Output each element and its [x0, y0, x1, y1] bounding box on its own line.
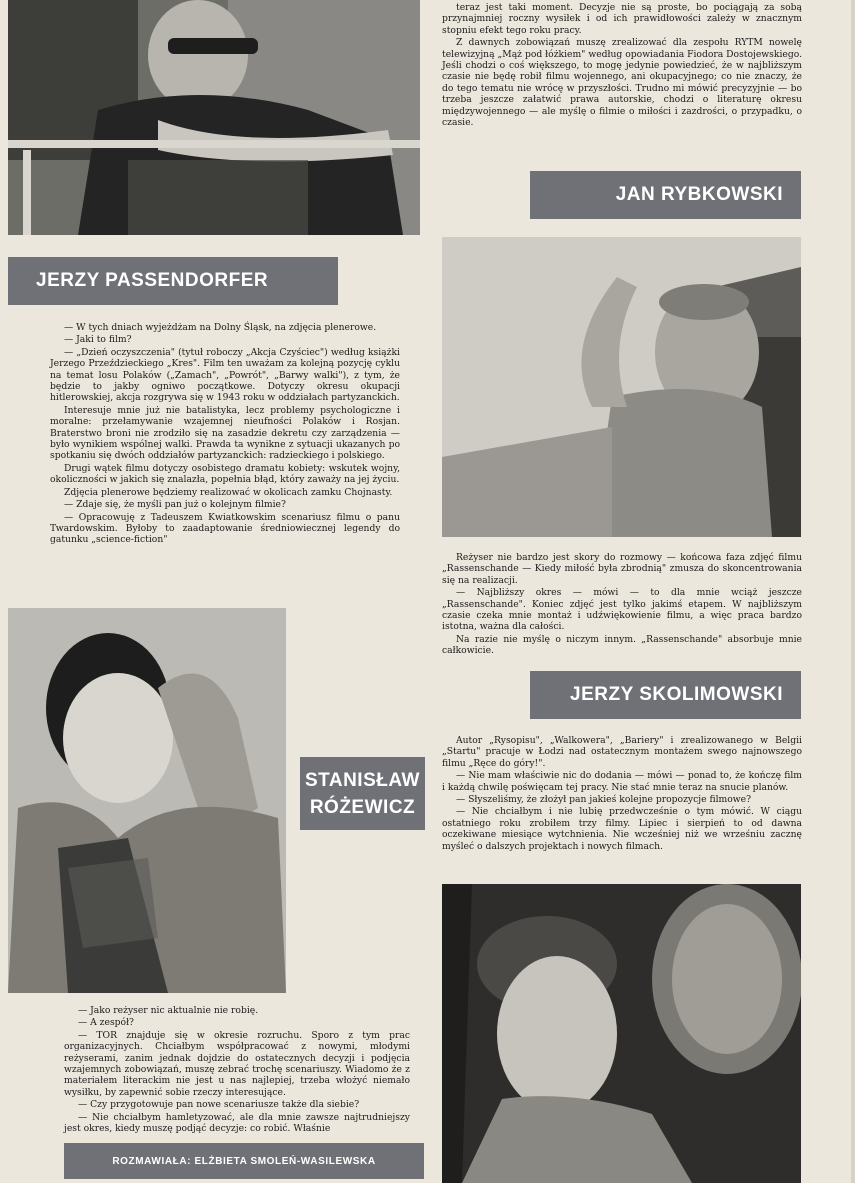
paragraph: — Nie chciałbym i nie lubię przedwcześnie o tym mówić. W ciągu ostatniego roku zrobiłem trzy filmy. Lipiec i sierpień to od dawna oczekiwane miesiące wytchnienia. Nie wcześniej niż we wrześniu zacznę myśleć o dalszych projektach i nowych filmach.: [442, 806, 802, 852]
paragraph: — TOR znajduje się w okresie rozruchu. Sporo z tym prac organizacyjnych. Chciałbym współpracować z nowymi, młodymi reżyserami, zanim jednak dojdzie do ostatecznych decyzji i podjęcia wzajemnych zobowiązań, muszę zebrać trochę scenariuszy. Wiadomo że z materiałem literackim nie jest u nas najlepiej, trzeba włożyć niemało wysiłku, by zapewnić sobie rzeczy interesujące.: [64, 1029, 410, 1098]
paragraph: — Opracowuję z Tadeuszem Kwiatkowskim scenariusz filmu o panu Twardowskim. Byłoby to zaadaptowanie średniowiecznej legendy do gatunku „science-fiction": [50, 511, 400, 546]
photo-placeholder-icon: [8, 0, 420, 235]
rozewicz-last-name: RÓŻEWICZ: [309, 796, 416, 818]
paragraph: — „Dzień oczyszczenia" (tytuł roboczy „Akcja Czyściec") według książki Jerzego Przeździeckiego „Kres". Film ten uważam za kolejną pozycję cyklu na temat losu Polaków („Zamach", „Powrót", „Barwy walki"), z tym, że będzie to jakby ogniwo początkowe. Dotyczy okresu okupacji hitlerowskiej, akcja rozgrywa się w 1943 roku w oddziałach partyzanckich.: [50, 346, 400, 404]
paragraph: — Czy przygotowuje pan nowe scenariusze także dla siebie?: [78, 1099, 360, 1111]
rybkowski-intro-text: [442, 2, 802, 160]
passendorfer-photo: [8, 0, 420, 235]
rybkowski-interview-text: [442, 552, 802, 660]
paragraph: — W tych dniach wyjeżdżam na Dolny Śląsk, na zdjęcia plenerowe.: [64, 322, 377, 333]
paragraph: Na razie nie myślę o niczym innym. „Rassenschande" absorbuje mnie całkowicie.: [442, 633, 802, 657]
paragraph: — Słyszeliśmy, że złożył pan jakieś kolejne propozycje filmowe?: [456, 794, 751, 806]
passendorfer-name-banner: [8, 257, 338, 305]
passendorfer-interview-text: [50, 322, 400, 594]
paragraph: — Jaki to film?: [64, 334, 132, 346]
skolimowski-interview-text: [442, 735, 802, 875]
passendorfer-name: JERZY PASSENDORFER: [36, 270, 269, 291]
rybkowski-name-banner: [530, 171, 801, 219]
paragraph: teraz jest taki moment. Decyzje nie są proste, bo pociągają za sobą przynajmniej roczny wysiłek i od ich prawidłowości zależy w znacznym stopniu efekt tego roku pracy.: [442, 2, 802, 36]
paragraph: — Zdaje się, że myśli pan już o kolejnym filmie?: [64, 499, 286, 511]
paragraph: — Nie mam właściwie nic do dodania — mówi — ponad to, że kończę film i każdą chwilę poświęcam tej pracy. Nie stać mnie teraz na snucie planów.: [442, 770, 802, 793]
photo-placeholder-icon: [8, 608, 286, 993]
rozewicz-interview-text: [64, 1005, 410, 1137]
rybkowski-name: JAN RYBKOWSKI: [615, 184, 783, 205]
paragraph: — Nie chciałbym hamletyzować, ale dla mnie zawsze najtrudniejszy jest okres, kiedy muszę podjąć decyzje: co robić. Właśnie: [64, 1111, 410, 1135]
skolimowski-name-banner: [530, 671, 801, 719]
paragraph: — Jako reżyser nic aktualnie nie robię.: [78, 1005, 259, 1016]
skolimowski-name: JERZY SKOLIMOWSKI: [570, 684, 783, 705]
paragraph: — Najbliższy okres — mówi — to dla mnie wciąż jeszcze „Rassenschande". Koniec zdjęć jest tylko jakimś etapem. W najbliższym czasie czeka mnie montaż i udźwiękowienie filmu, a więc praca bardzo istotna, ważna dla całości.: [442, 587, 802, 633]
paragraph: Zdjęcia plenerowe będziemy realizować w okolicach zamku Chojnasty.: [64, 486, 393, 498]
photo-placeholder-icon: [442, 237, 801, 537]
paragraph: Drugi wątek filmu dotyczy osobistego dramatu kobiety: wskutek wojny, okoliczności w jakich się znalazła, popełnia błąd, który zaważy na jej życiu.: [50, 462, 400, 486]
paragraph: Z dawnych zobowiązań muszę zrealizować dla zespołu RYTM nowelę telewizyjną „Mąż pod łóżkiem" według opowiadania Fiodora Dostojewskiego. Jeśli chodzi o coś większego, to mogę jedynie powiedzieć, że w najbliższym czasie nie będę robił filmu wojennego, ani okupacyjnego; co nie znaczy, że do tego tematu nie wrócę w przyszłości. Trudno mi mówić precyzyjnie — bo trzeba jeszcze załatwić prawa autorskie, chodzi o literaturę okresu międzywojennego — ale myślę o filmie o miłości i zazdrości, o przypadku, o czasie.: [442, 37, 802, 129]
skolimowski-photo: [442, 884, 801, 1183]
credit-text: ROZMAWIAŁA: ELŻBIETA SMOLEŃ-WASILEWSKA: [112, 1155, 376, 1167]
rozewicz-first-name: STANISŁAW: [305, 769, 420, 791]
rozewicz-name-banner: [300, 757, 425, 830]
photo-placeholder-icon: [442, 884, 801, 1183]
paragraph: Autor „Rysopisu", „Walkowera", „Bariery" i zrealizowanego w Belgii „Startu" pracuje w Łodzi nad ostatecznym montażem swego najnowszego filmu „Ręce do góry!".: [442, 735, 802, 769]
paragraph: — A zespół?: [78, 1017, 134, 1029]
paragraph: Interesuje mnie już nie batalistyka, lecz problemy psychologiczne i moralne: przełamywanie wzajemnej nieufności Polaków i Rosjan. Braterstwo broni nie zrodziło się na zasadzie dekretu czy zarządzenia — było wynikiem wspólnej walki. Prawda ta wynikne z sytuacji ukazanych po spotkaniu się dwóch oddziałów partyzanckich: radzieckiego i polskiego.: [50, 404, 400, 462]
interviewer-credit: [64, 1143, 424, 1179]
rybkowski-photo: [442, 237, 801, 537]
page-edge: [851, 0, 855, 1183]
paragraph: Reżyser nie bardzo jest skory do rozmowy — końcowa faza zdjęć filmu „Rassenschande — Kiedy miłość była zbrodnią" zmusza do skoncentrowania się na realizacji.: [442, 552, 802, 586]
rozewicz-photo: [8, 608, 286, 993]
